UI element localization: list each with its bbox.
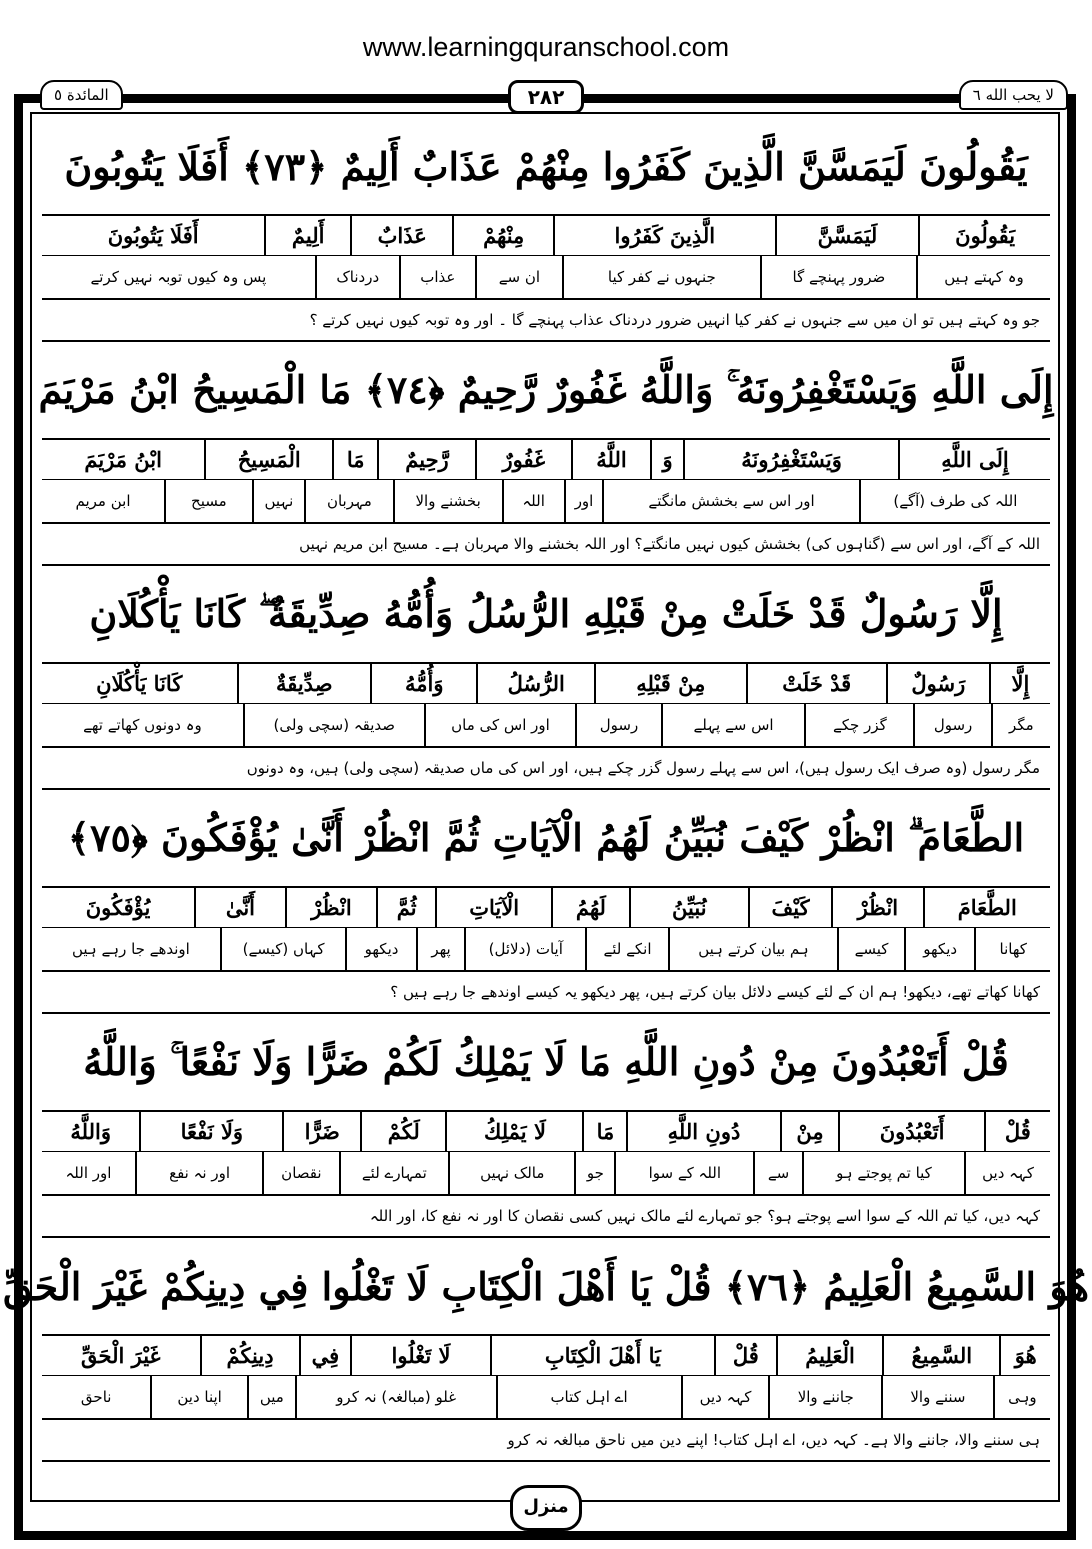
meaning-cell: اور	[564, 480, 603, 522]
meaning-cell: سننے والا	[881, 1376, 993, 1418]
verse-block	[42, 118, 1050, 342]
meaning-cell: رسول	[575, 704, 661, 746]
word-cell: مَا	[332, 440, 377, 479]
word-cell: وَأُمُّهُ	[370, 664, 476, 703]
meaning-cell: صدیقہ (سچی ولی)	[243, 704, 424, 746]
word-cell: فِي	[299, 1336, 351, 1375]
meaning-cell: اور نہ نفع	[135, 1152, 262, 1194]
word-cell: هُوَ	[999, 1336, 1050, 1375]
meaning-cell: عذاب	[399, 256, 475, 298]
page-number: ٢٨٢	[508, 80, 584, 114]
word-cell: مِنْ قَبْلِهِ	[594, 664, 746, 703]
meaning-cell: اپنا دین	[150, 1376, 246, 1418]
meaning-cell: اے اہل کتاب	[496, 1376, 681, 1418]
word-cell: نُبَيِّنُ	[629, 888, 748, 927]
word-cell: وَيَسْتَغْفِرُونَهُ	[683, 440, 898, 479]
word-cell: ضَرًّا	[282, 1112, 360, 1151]
meaning-cell: مسیح	[164, 480, 252, 522]
meaning-cell: کیسے	[837, 928, 904, 970]
word-cell: لَهُمُ	[551, 888, 628, 927]
verse-block	[2, 1238, 1089, 1462]
word-cell: انْظُرْ	[831, 888, 922, 927]
surah-name-tab: المائدة ٥	[40, 80, 123, 110]
meaning-cell: مالک نہیں	[448, 1152, 574, 1194]
word-cell: رَّحِيمٌ	[377, 440, 474, 479]
meaning-cell: جاننے والا	[768, 1376, 881, 1418]
word-cell: أَلِيمٌ	[264, 216, 350, 255]
word-cell: وَاللَّهُ	[70, 1119, 111, 1144]
meaning-cell: وہ دونوں کھاتے تھے	[83, 716, 202, 734]
meaning-cell: ابن مریم	[75, 492, 131, 510]
word-cell: قُلْ	[984, 1112, 1050, 1151]
meaning-cell: جنہوں نے کفر کیا	[562, 256, 760, 298]
meaning-row	[42, 1152, 1050, 1196]
meaning-cell: مگر	[991, 704, 1050, 746]
word-cell: عَذَابٌ	[350, 216, 452, 255]
urdu-translation-line: کہہ دیں، کیا تم اللہ کے سوا اسے پوجتے ہو؟ جو تمہارے لئے مالک نہیں کسی نقصان کا اور نہ نفع کا، اور اللہ	[369, 1207, 1040, 1225]
word-cell: الْعَلِيمُ	[776, 1336, 882, 1375]
word-cell: يَا أَهْلَ الْكِتَابِ	[490, 1336, 714, 1375]
urdu-translation-line: کھانا کھاتے تھے، دیکھو! ہم ان کے لئے کیسے دلائل بیان کرتے ہیں، پھر دیکھو یہ کیسے اوندھے جا رہے ہیں ؟	[390, 983, 1040, 1001]
meaning-row	[42, 256, 1050, 300]
meaning-cell: غلو (مبالغہ) نہ کرو	[295, 1376, 496, 1418]
meaning-cell: ناحق	[80, 1388, 112, 1406]
word-row	[42, 664, 1050, 704]
word-row	[42, 1336, 1050, 1376]
meaning-cell: گزر چکے	[804, 704, 913, 746]
meaning-cell: اللہ کی طرف (آگے)	[859, 480, 1050, 522]
word-cell: قَدْ خَلَتْ	[746, 664, 886, 703]
meaning-cell: اس سے پہلے	[661, 704, 805, 746]
word-row	[42, 888, 1050, 928]
meaning-cell: رسول	[913, 704, 990, 746]
meaning-cell: پس وہ کیوں توبہ نہیں کرتے	[90, 268, 267, 286]
meaning-cell: ضرور پہنچے گا	[760, 256, 916, 298]
word-cell: لَا تَغْلُوا	[350, 1336, 490, 1375]
word-cell: الَّذِينَ كَفَرُوا	[553, 216, 775, 255]
meaning-cell: کہہ دیں	[964, 1152, 1050, 1194]
word-cell: إِلَى اللَّهِ	[898, 440, 1050, 479]
word-cell: وَلَا نَفْعًا	[139, 1112, 282, 1151]
arabic-verse-line: يَقُولُونَ لَيَمَسَّنَّ الَّذِينَ كَفَرُوا مِنْهُمْ عَذَابٌ أَلِيمٌ ﴿٧٣﴾ أَفَلَا يَتُوبُونَ	[42, 118, 1050, 216]
arabic-verse-line: إِلَى اللَّهِ وَيَسْتَغْفِرُونَهُ ۚ وَاللَّهُ غَفُورٌ رَّحِيمٌ ﴿٧٤﴾ مَا الْمَسِيحُ ابْنُ مَرْيَمَ	[42, 342, 1050, 440]
word-cell: يُؤْفَكُونَ	[85, 895, 151, 920]
urdu-translation-line: مگر رسول (وہ صرف ایک رسول ہیں)، اس سے پہلے رسول گزر چکے ہیں، اور اس کی ماں صدیقہ (سچی ولی) ہیں، وہ دونوں	[246, 759, 1040, 777]
meaning-cell: دردناک	[315, 256, 399, 298]
word-cell: كَيْفَ	[748, 888, 831, 927]
meaning-cell: اللہ کے سوا	[614, 1152, 753, 1194]
meaning-cell: وہ کہتے ہیں	[916, 256, 1050, 298]
meaning-cell: انکے لئے	[585, 928, 668, 970]
word-cell: الْمَسِيحُ	[204, 440, 332, 479]
word-cell: اللَّهُ	[571, 440, 650, 479]
meaning-cell: کہہ دیں	[681, 1376, 769, 1418]
word-cell: لَا يَمْلِكُ	[445, 1112, 582, 1151]
word-cell: مِنْهُمْ	[452, 216, 553, 255]
meaning-cell: مہربان	[304, 480, 393, 522]
meaning-cell: وہی	[993, 1376, 1050, 1418]
word-cell: مِنْ	[780, 1112, 839, 1151]
verse-block	[38, 342, 1054, 566]
arabic-verse-line: إِلَّا رَسُولٌ قَدْ خَلَتْ مِنْ قَبْلِهِ الرُّسُلُ وَأُمُّهُ صِدِّيقَةٌ ۖ كَانَا يَأْكُلَانِ	[42, 566, 1050, 664]
meaning-row	[42, 928, 1050, 972]
verse-block	[42, 566, 1050, 790]
meaning-cell: دیکھو	[345, 928, 416, 970]
meaning-cell: اوندھے جا رہے ہیں	[71, 940, 190, 958]
meaning-cell: ان سے	[475, 256, 562, 298]
meaning-cell: اور اس سے بخشش مانگتے	[602, 480, 858, 522]
meaning-row	[42, 1376, 1050, 1420]
meaning-cell: تمہارے لئے	[339, 1152, 449, 1194]
verse-block	[42, 1014, 1050, 1238]
urdu-translation-line: ہی سننے والا، جاننے والا ہے۔ کہہ دیں، اے اہل کتاب! اپنے دین میں ناحق مبالغہ نہ کرو	[507, 1431, 1040, 1449]
meaning-cell: کہاں (کیسے)	[220, 928, 345, 970]
word-cell: الطَّعَامَ	[923, 888, 1050, 927]
meaning-cell: پھر	[416, 928, 464, 970]
word-cell: ثُمَّ	[376, 888, 435, 927]
meaning-cell: اللہ	[502, 480, 564, 522]
word-cell: أَتَعْبُدُونَ	[838, 1112, 983, 1151]
arabic-verse-line: الطَّعَامَ ۗ انْظُرْ كَيْفَ نُبَيِّنُ لَهُمُ الْآيَاتِ ثُمَّ انْظُرْ أَنَّىٰ يُؤْفَكُونَ ﴿٧٥﴾	[42, 790, 1050, 888]
word-cell: السَّمِيعُ	[882, 1336, 999, 1375]
word-cell: الرُّسُلُ	[476, 664, 594, 703]
word-cell: صِدِّيقَةٌ	[237, 664, 371, 703]
arabic-verse-line: هُوَ السَّمِيعُ الْعَلِيمُ ﴿٧٦﴾ قُلْ يَا أَهْلَ الْكِتَابِ لَا تَغْلُوا فِي دِينِكُمْ غَيْرَ الْحَقِّ	[42, 1238, 1050, 1336]
word-cell: الْآيَاتِ	[435, 888, 551, 927]
meaning-row	[42, 704, 1050, 748]
word-cell: قُلْ	[714, 1336, 776, 1375]
meaning-cell: اور اللہ	[65, 1164, 112, 1182]
word-cell: ابْنُ مَرْيَمَ	[84, 447, 162, 472]
meaning-cell: بخشنے والا	[393, 480, 502, 522]
meaning-cell: ہم بیان کرتے ہیں	[668, 928, 837, 970]
word-cell: إِلَّا	[989, 664, 1050, 703]
word-cell: كَانَا يَأْكُلَانِ	[96, 671, 183, 696]
meaning-cell: کھانا	[974, 928, 1050, 970]
website-url: www.learningquranschool.com	[362, 32, 730, 62]
meaning-row	[42, 480, 1050, 524]
meaning-cell: آیات (دلائل)	[464, 928, 585, 970]
word-cell: يَقُولُونَ	[918, 216, 1050, 255]
meaning-cell: دیکھو	[904, 928, 975, 970]
word-row	[42, 216, 1050, 256]
word-cell: رَسُولٌ	[886, 664, 989, 703]
meaning-cell: جو	[574, 1152, 614, 1194]
meaning-cell: کیا تم پوجتے ہو	[802, 1152, 964, 1194]
word-cell: انْظُرْ	[285, 888, 376, 927]
word-cell: غَيْرَ الْحَقِّ	[81, 1343, 161, 1368]
meaning-cell: نقصان	[262, 1152, 338, 1194]
word-cell: أَنَّىٰ	[194, 888, 285, 927]
arabic-verse-line: قُلْ أَتَعْبُدُونَ مِنْ دُونِ اللَّهِ مَا لَا يَمْلِكُ لَكُمْ ضَرًّا وَلَا نَفْعًا ۚ وَاللَّهُ	[42, 1014, 1050, 1112]
verse-block	[42, 790, 1050, 1014]
word-cell: دِينِكُمْ	[200, 1336, 299, 1375]
word-row	[42, 1112, 1050, 1152]
word-cell: مَا	[582, 1112, 626, 1151]
meaning-cell: اور اس کی ماں	[424, 704, 576, 746]
word-cell: وَ	[650, 440, 683, 479]
word-cell: أَفَلَا يَتُوبُونَ	[107, 223, 199, 248]
meaning-cell: سے	[753, 1152, 802, 1194]
urdu-translation-line: جو وہ کہتے ہیں تو ان میں سے جنہوں نے کفر کیا انہیں ضرور دردناک عذاب پہنچے گا ۔ اور وہ توبہ کیوں نہیں کرتے ؟	[309, 311, 1040, 329]
word-cell: لَكُمْ	[360, 1112, 445, 1151]
word-cell: غَفُورٌ	[475, 440, 571, 479]
meaning-cell: میں	[247, 1376, 295, 1418]
manzil-mark: منزل	[510, 1485, 582, 1531]
meaning-cell: نہیں	[252, 480, 304, 522]
page-content	[2, 118, 1089, 1462]
word-row	[42, 440, 1050, 480]
juz-name-tab: لا يحب الله ٦	[959, 80, 1068, 110]
word-cell: لَيَمَسَّنَّ	[775, 216, 919, 255]
word-cell: دُونِ اللَّهِ	[626, 1112, 779, 1151]
urdu-translation-line: اللہ کے آگے، اور اس سے (گناہوں کی) بخشش کیوں نہیں مانگتے؟ اور اللہ بخشنے والا مہربان ہے۔ مسیح ابن مریم نہیں	[299, 535, 1040, 553]
